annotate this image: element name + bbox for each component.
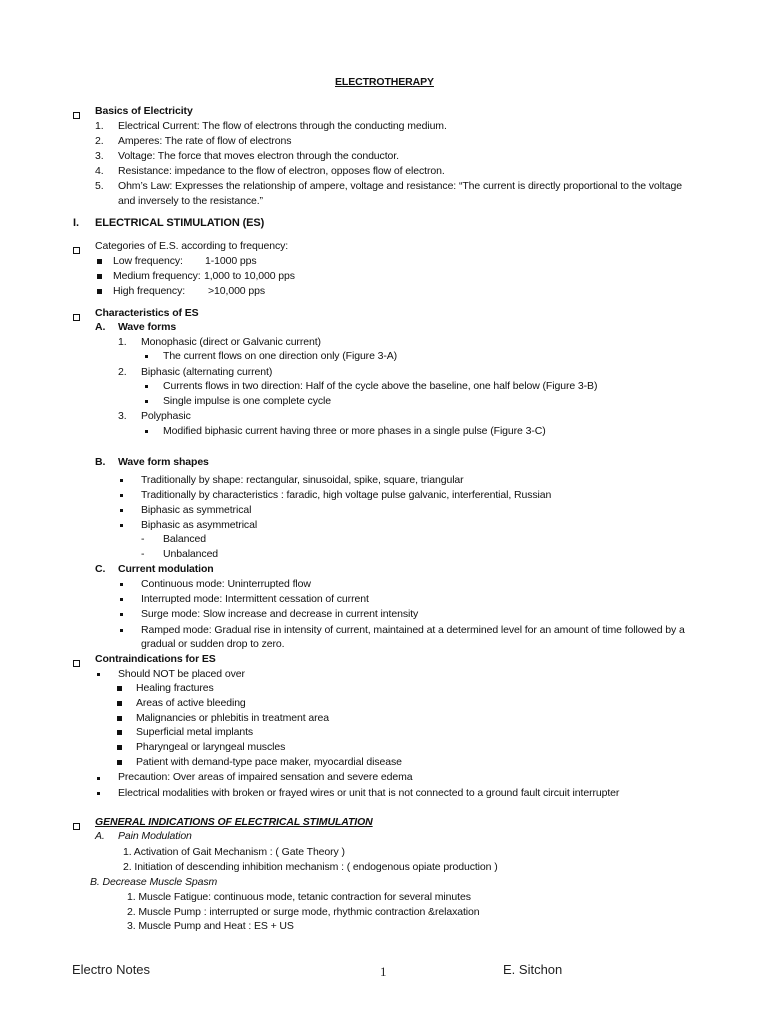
small-square-bullet-icon (145, 430, 148, 433)
basics-num-2: 2. (95, 135, 104, 147)
spasm-item-3: 3. Muscle Pump and Heat : ES + US (127, 920, 294, 932)
small-square-bullet-icon (120, 494, 123, 497)
modulation-title: Current modulation (118, 563, 214, 575)
wave-num-1: 1. (118, 336, 127, 348)
small-square-bullet-icon (120, 613, 123, 616)
wave-num-3: 3. (118, 410, 127, 422)
small-square-bullet-icon (120, 524, 123, 527)
muscle-spasm-title: B. Decrease Muscle Spasm (90, 876, 218, 888)
basics-num-1: 1. (95, 120, 104, 132)
small-square-bullet-icon (120, 583, 123, 586)
contra-intro: Should NOT be placed over (118, 668, 245, 680)
square-bullet-icon (97, 259, 102, 264)
basics-item-5: Ohm’s Law: Expresses the relationship of ampere, voltage and resistance: “The current is directly proportional to the voltage (118, 180, 682, 192)
wave-item-1: Monophasic (direct or Galvanic current) (141, 336, 321, 348)
square-bullet-icon (117, 760, 122, 765)
contra-item-3: Malignancies or phlebitis in treatment area (136, 712, 329, 724)
contra-heading: Contraindications for ES (95, 653, 216, 665)
small-square-bullet-icon (97, 792, 100, 795)
wave-forms-title: Wave forms (118, 321, 177, 333)
spasm-item-2: 2. Muscle Pump : interrupted or surge mode, rhythmic contraction &relaxation (127, 906, 480, 918)
small-square-bullet-icon (97, 673, 100, 676)
checkbox-bullet-icon (73, 823, 80, 830)
small-square-bullet-icon (120, 629, 123, 632)
small-square-bullet-icon (145, 400, 148, 403)
small-square-bullet-icon (120, 509, 123, 512)
wave-shape-item-2: Traditionally by characteristics : faradic, high voltage pulse galvanic, interferential, Russian (141, 489, 552, 501)
basics-item-1: Electrical Current: The flow of electrons through the conducting medium. (118, 120, 447, 132)
contra-item-5: Pharyngeal or laryngeal muscles (136, 741, 286, 753)
basics-item-5-cont: and inversely to the resistance.” (118, 195, 263, 207)
wave-forms-letter: A. (95, 321, 106, 333)
wave-sub-2-1: Currents flows in two direction: Half of the cycle above the baseline, one half below (Figure 3-B) (163, 380, 598, 392)
basics-heading: Basics of Electricity (95, 105, 193, 117)
wave-sub-2-2: Single impulse is one complete cycle (163, 395, 331, 407)
basics-num-5: 5. (95, 180, 104, 192)
square-bullet-icon (117, 701, 122, 706)
square-bullet-icon (97, 289, 102, 294)
pain-modulation-title: Pain Modulation (118, 830, 192, 842)
dash-bullet: - (141, 548, 145, 560)
wave-shape-item-4: Biphasic as asymmetrical (141, 519, 258, 531)
square-bullet-icon (117, 730, 122, 735)
spasm-item-1: 1. Muscle Fatigue: continuous mode, tetanic contraction for several minutes (127, 891, 471, 903)
checkbox-bullet-icon (73, 314, 80, 321)
wave-shapes-letter: B. (95, 456, 106, 468)
checkbox-bullet-icon (73, 112, 80, 119)
contra-item-2: Areas of active bleeding (136, 697, 246, 709)
small-square-bullet-icon (120, 598, 123, 601)
modulation-item-4-cont: gradual or sudden drop to zero. (141, 638, 285, 650)
modulation-letter: C. (95, 563, 106, 575)
modulation-item-4: Ramped mode: Gradual rise in intensity of current, maintained at a determined level for an amount of time followed by a (141, 624, 685, 636)
small-square-bullet-icon (145, 355, 148, 358)
wave-shape-item-1: Traditionally by shape: rectangular, sinusoidal, spike, square, triangular (141, 474, 464, 486)
page-number: 1 (380, 964, 387, 979)
contra-item-1: Healing fractures (136, 682, 214, 694)
category-value-medium: 1,000 to 10,000 pps (204, 270, 295, 282)
footer-left: Electro Notes (72, 962, 151, 977)
checkbox-bullet-icon (73, 247, 80, 254)
category-label-low: Low frequency: (113, 255, 183, 267)
small-square-bullet-icon (97, 777, 100, 780)
basics-num-3: 3. (95, 150, 104, 162)
document-title: ELECTROTHERAPY (335, 76, 434, 88)
footer-right: E. Sitchon (503, 962, 563, 977)
contra-modalities: Electrical modalities with broken or frayed wires or unit that is not connected to a ground fault circuit interrupter (118, 787, 620, 799)
modulation-item-3: Surge mode: Slow increase and decrease in current intensity (141, 608, 419, 620)
wave-sub-1-1: The current flows on one direction only (Figure 3-A) (163, 350, 398, 362)
section-number: I. (73, 217, 79, 229)
basics-item-2: Amperes: The rate of flow of electrons (118, 135, 292, 147)
square-bullet-icon (117, 716, 122, 721)
pain-item-1: 1. Activation of Gait Mechanism : ( Gate Theory ) (123, 846, 345, 858)
section-title: ELECTRICAL STIMULATION (ES) (95, 217, 265, 229)
characteristics-heading: Characteristics of ES (95, 307, 199, 319)
pain-modulation-letter: A. (95, 830, 105, 842)
wave-item-3: Polyphasic (141, 410, 191, 422)
modulation-item-2: Interrupted mode: Intermittent cessation of current (141, 593, 369, 605)
wave-shape-dash-2: Unbalanced (163, 548, 219, 560)
contra-precaution: Precaution: Over areas of impaired sensation and severe edema (118, 771, 413, 783)
square-bullet-icon (97, 274, 102, 279)
modulation-item-1: Continuous mode: Uninterrupted flow (141, 578, 311, 590)
category-label-high: High frequency: (113, 285, 186, 297)
wave-item-2: Biphasic (alternating current) (141, 366, 273, 378)
categories-intro: Categories of E.S. according to frequency: (95, 240, 289, 252)
wave-shape-item-3: Biphasic as symmetrical (141, 504, 252, 516)
contra-item-6: Patient with demand-type pace maker, myocardial disease (136, 756, 402, 768)
dash-bullet: - (141, 533, 145, 545)
basics-num-4: 4. (95, 165, 104, 177)
checkbox-bullet-icon (73, 660, 80, 667)
basics-item-3: Voltage: The force that moves electron through the conductor. (118, 150, 399, 162)
wave-shape-dash-1: Balanced (163, 533, 206, 545)
wave-sub-3-1: Modified biphasic current having three or more phases in a single pulse (Figure 3-C) (163, 425, 546, 437)
basics-item-4: Resistance: impedance to the flow of electron, opposes flow of electron. (118, 165, 445, 177)
wave-shapes-title: Wave form shapes (118, 456, 209, 468)
pain-item-2: 2. Initiation of descending inhibition mechanism : ( endogenous opiate production ) (123, 861, 498, 873)
wave-num-2: 2. (118, 366, 127, 378)
indications-heading: GENERAL INDICATIONS OF ELECTRICAL STIMULATION (95, 816, 373, 828)
category-value-low: 1-1000 pps (205, 255, 257, 267)
small-square-bullet-icon (145, 385, 148, 388)
small-square-bullet-icon (120, 479, 123, 482)
category-label-medium: Medium frequency: (113, 270, 201, 282)
square-bullet-icon (117, 686, 122, 691)
contra-item-4: Superficial metal implants (136, 726, 254, 738)
category-value-high: >10,000 pps (208, 285, 265, 297)
square-bullet-icon (117, 745, 122, 750)
